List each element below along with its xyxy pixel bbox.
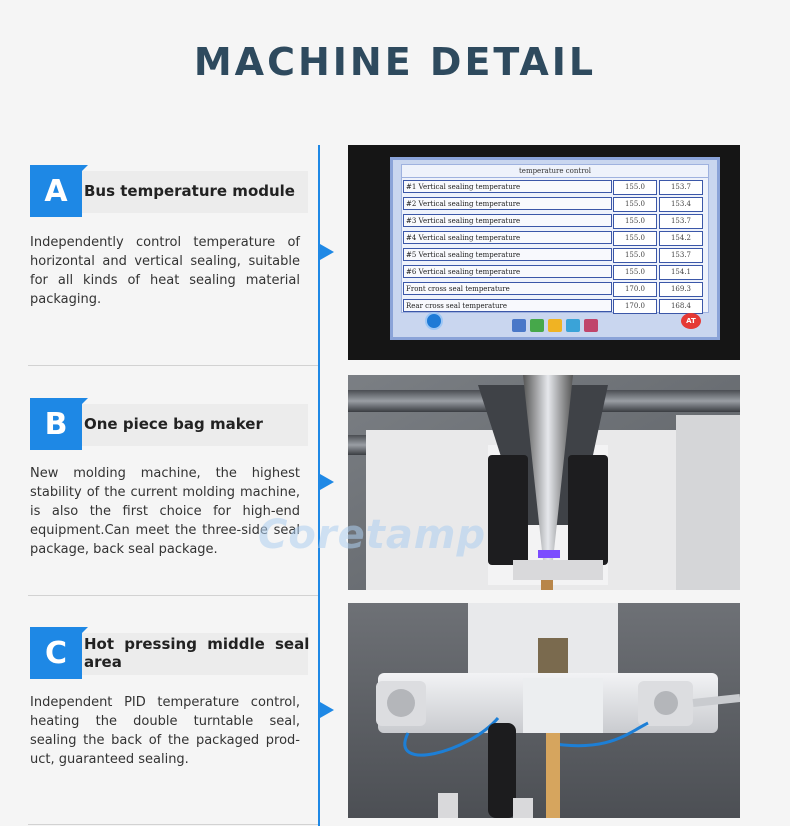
section-heading: One piece bag maker — [84, 415, 263, 433]
set-value: 170.0 — [613, 282, 657, 297]
actual-value: 168.4 — [659, 299, 703, 314]
row-label: #1 Vertical sealing temperature — [403, 180, 612, 193]
section-letter-badge: B — [30, 398, 82, 450]
row-label: Front cross seal temperature — [403, 282, 612, 295]
set-value: 155.0 — [613, 214, 657, 229]
screen-toolbar — [401, 316, 709, 334]
network-icon — [566, 319, 580, 332]
section-letter-badge: C — [30, 627, 82, 679]
set-value: 155.0 — [613, 248, 657, 263]
section-description: New molding machine, the highest stability of the current molding machine, is also the first choice for high-end equipment.Can meet the three-side seal package, back seal package. — [30, 466, 300, 557]
actual-value: 153.7 — [659, 248, 703, 263]
set-value: 155.0 — [613, 197, 657, 212]
actual-value: 154.2 — [659, 231, 703, 246]
feature-section-c — [28, 627, 308, 807]
set-value: 155.0 — [613, 231, 657, 246]
arrow-right-icon — [320, 702, 334, 718]
actual-value: 154.1 — [659, 265, 703, 280]
horizontal-divider — [28, 595, 318, 596]
temperature-row — [402, 212, 708, 229]
set-value: 155.0 — [613, 265, 657, 280]
temperature-row — [402, 297, 708, 314]
section-letter-badge: A — [30, 165, 82, 217]
temperature-row — [402, 246, 708, 263]
row-label: Rear cross seal temperature — [403, 299, 612, 312]
set-value: 170.0 — [613, 299, 657, 314]
settings-icon — [530, 319, 544, 332]
temperature-row — [402, 178, 708, 195]
arrow-right-icon — [320, 474, 334, 490]
section-description: Independent PID temperature control, heating the double turntable seal, sealing the back of the packaged prod- uct, guaranteed sealing. — [30, 695, 300, 767]
section-heading: Hot pressing middle seal area — [84, 635, 310, 671]
temperature-row — [402, 229, 708, 246]
watermark: Coretamp — [258, 512, 487, 558]
actual-value: 153.4 — [659, 197, 703, 212]
horizontal-divider — [28, 365, 318, 366]
horizontal-divider — [28, 824, 318, 825]
row-label: #3 Vertical sealing temperature — [403, 214, 612, 227]
chart-icon — [512, 319, 526, 332]
hot-pressing-illustration — [348, 603, 740, 818]
row-label: #6 Vertical sealing temperature — [403, 265, 612, 278]
section-heading: Bus temperature module — [84, 182, 295, 200]
home-icon — [425, 312, 443, 330]
actual-value: 153.7 — [659, 214, 703, 229]
diagnostics-icon — [584, 319, 598, 332]
temperature-screen-photo — [348, 145, 740, 360]
temperature-table — [402, 178, 708, 314]
feature-section-a — [28, 165, 308, 345]
touch-icon — [548, 319, 562, 332]
hot-pressing-photo — [348, 603, 740, 818]
temperature-row — [402, 195, 708, 212]
row-label: #4 Vertical sealing temperature — [403, 231, 612, 244]
set-value: 155.0 — [613, 180, 657, 195]
temperature-row — [402, 280, 708, 297]
section-description: Independently control temperature of horizontal and vertical sealing, suitable for all kinds of heat sealing material packaging. — [30, 235, 300, 307]
page-title: MACHINE DETAIL — [193, 40, 597, 84]
row-label: #2 Vertical sealing temperature — [403, 197, 612, 210]
touch-screen — [390, 157, 720, 340]
at-badge: AT — [681, 313, 701, 329]
arrow-right-icon — [320, 244, 334, 260]
actual-value: 169.3 — [659, 282, 703, 297]
actual-value: 153.7 — [659, 180, 703, 195]
screen-title: temperature control — [402, 165, 708, 178]
temperature-row — [402, 263, 708, 280]
row-label: #5 Vertical sealing temperature — [403, 248, 612, 261]
